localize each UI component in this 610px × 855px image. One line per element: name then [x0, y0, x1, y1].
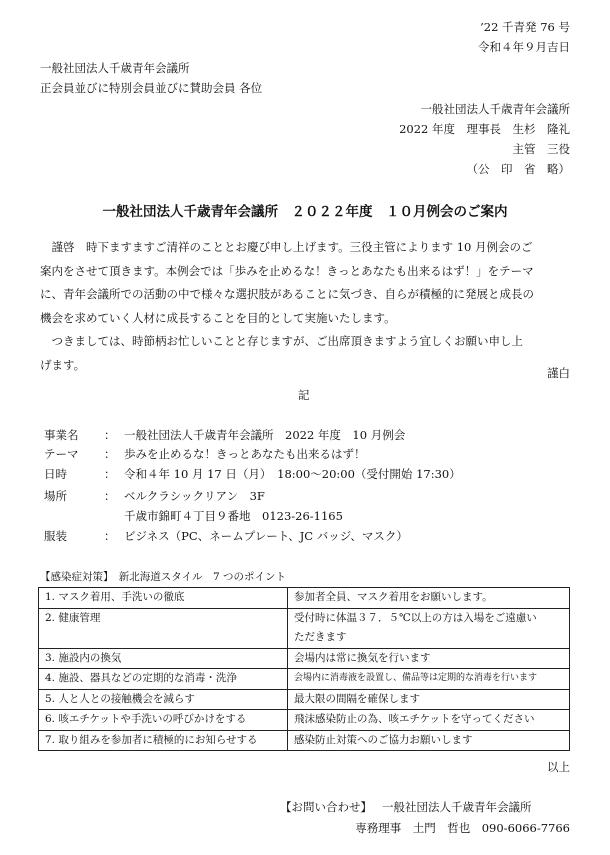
- sender-president: 2022 年度 理事長 生杉 隆礼: [399, 122, 570, 136]
- ijo-closing: 以上: [547, 760, 570, 774]
- measure-point: 2. 健康管理: [39, 608, 288, 648]
- measure-action: 感染防止対策へのご協力お願いします: [288, 730, 570, 751]
- detail-value: 千歳市錦町４丁目９番地 0123-26-1165: [124, 509, 343, 523]
- body-line: 案内をさせて頂きます。本例会では「歩みを止めるな！きっとあなたも出来るはず！」をテーマ: [40, 263, 534, 278]
- measure-action: 会場内に消毒液を設置し、備品等は定期的な消毒を行います: [288, 669, 570, 690]
- table-row: [39, 608, 570, 648]
- table-row: [39, 710, 570, 731]
- detail-colon: ：: [104, 447, 116, 461]
- measure-action: 最大限の間隔を確保します: [288, 689, 570, 710]
- detail-colon: ：: [104, 467, 116, 481]
- detail-label: 服装: [44, 529, 67, 543]
- detail-colon: ：: [104, 529, 116, 543]
- measure-point: 4. 施設、器具などの定期的な消毒・洗浄: [39, 669, 288, 690]
- detail-label: 日時: [44, 467, 67, 481]
- measure-point: 3. 施設内の換気: [39, 648, 288, 669]
- body-text: [40, 236, 570, 377]
- seal-omitted: （公 印 省 略）: [466, 162, 570, 176]
- detail-value: 令和４年 10 月 17 日（月） 18:00～20:00（受付開始 17:30）: [124, 467, 461, 481]
- measure-point: 7. 取り組みを参加者に積極的にお知らせする: [39, 730, 288, 751]
- detail-label: 場所: [44, 489, 67, 503]
- page-title: 一般社団法人千歳青年会議所 ２０２２年度 １０月例会のご案内: [102, 204, 508, 220]
- measure-action: 参加者全員、マスク着用をお願いします。: [288, 588, 570, 609]
- body-line: に、青年会議所での活動の中で様々な選択肢があることに気づき、自らが積極的に発展と成長の: [40, 287, 535, 301]
- measure-point: 6. 咳エチケットや手洗いの呼びかけをする: [39, 710, 288, 731]
- body-line: 機会を求めていく人材に成長することを目的として実施いたします。: [40, 310, 396, 325]
- detail-label: 事業名: [44, 428, 79, 442]
- measure-action: [288, 608, 570, 648]
- sender-host: 主管 三役: [512, 142, 570, 156]
- contact-block: [280, 802, 532, 814]
- detail-value: 一般社団法人千歳青年会議所 2022 年度 10 月例会: [124, 428, 406, 442]
- table-row: [39, 669, 570, 690]
- table-row: [39, 689, 570, 710]
- measure-point: 5. 人と人との接触機会を減らす: [39, 689, 288, 710]
- measure-action: 会場内は常に換気を行います: [288, 648, 570, 669]
- detail-value: ベルクラシックリアン 3F: [124, 489, 265, 503]
- measures-table: [38, 587, 570, 751]
- table-row: [39, 648, 570, 669]
- ki-heading: 記: [298, 388, 310, 402]
- body-line: つきましては、時節柄お忙しいことと存じますが、ご出席頂きますよう宜しくお願い申し上: [40, 334, 523, 348]
- contact-org: 一般社団法人千歳青年会議所: [382, 800, 532, 814]
- detail-label: テーマ: [44, 447, 79, 461]
- recipient-org: 一般社団法人千歳青年会議所: [40, 61, 190, 75]
- contact-label: 【お問い合わせ】: [280, 800, 372, 814]
- body-line: 謹啓 時下ますますご清祥のこととお慶び申し上げます。三役主管によります 10 月例会のご: [40, 240, 533, 254]
- document-number: ’22 千青発 76 号: [480, 20, 570, 34]
- table-row: [39, 730, 570, 751]
- measures-heading: 【感染症対策】 新北海道スタイル 7 つのポイント: [40, 571, 287, 583]
- measure-action-line: ただきます: [294, 631, 347, 643]
- table-row: [39, 588, 570, 609]
- sender-org: 一般社団法人千歳青年会議所: [420, 102, 570, 116]
- recipient-members: 正会員並びに特別会員並びに賛助会員 各位: [40, 81, 263, 95]
- measure-action-line: 受付時に体温３７．５℃以上の方は入場をご遠慮い: [294, 611, 537, 624]
- body-line: げます。: [40, 357, 86, 372]
- issue-date: 令和４年９月吉日: [478, 40, 570, 54]
- detail-value: ビジネス（PC、ネームプレート、JC バッジ、マスク）: [124, 529, 408, 543]
- measure-point: 1. マスク着用、手洗いの徹底: [39, 588, 288, 609]
- detail-value: 歩みを止めるな！きっとあなたも出来るはず！: [124, 447, 366, 461]
- closing-kinpaku: 謹白: [547, 366, 570, 380]
- detail-colon: ：: [104, 428, 116, 442]
- measure-action: 飛沫感染防止の為、咳エチケットを守ってください: [288, 710, 570, 731]
- detail-colon: ：: [104, 489, 116, 503]
- contact-person: 専務理事 土門 哲也 090-6066-7766: [355, 821, 570, 835]
